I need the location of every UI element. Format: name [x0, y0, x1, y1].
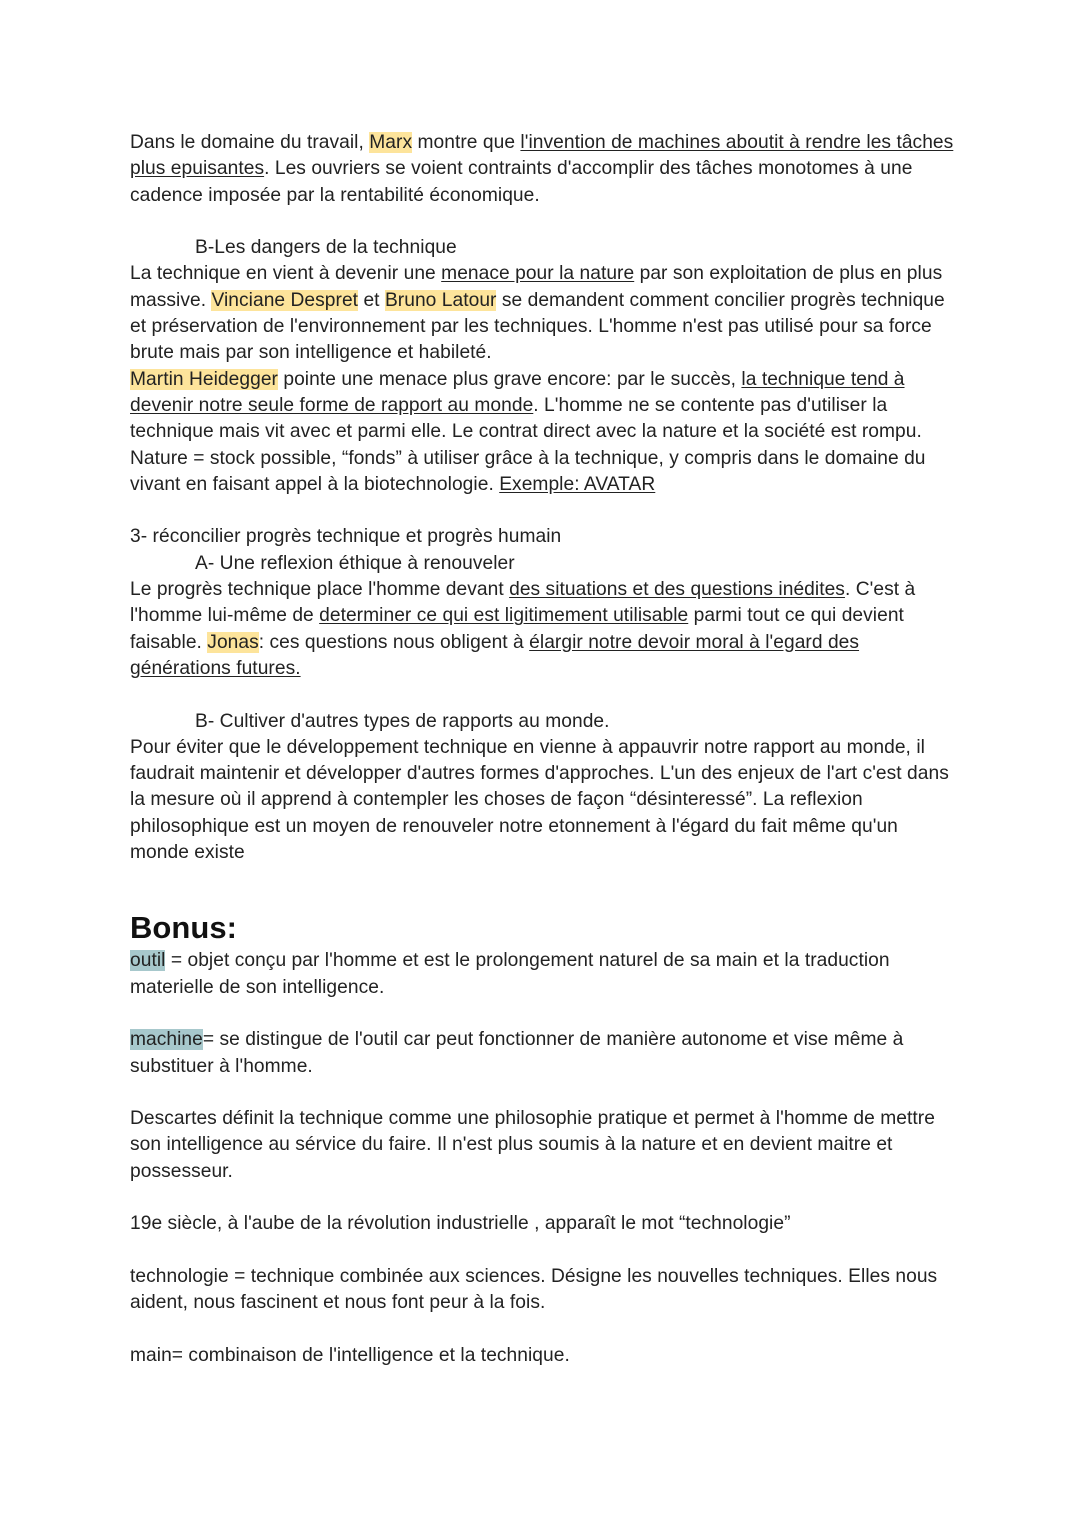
paragraph-descartes: Descartes définit la technique comme une philosophie pratique et permet à l'homme de mettre son intelligence au sérvice du faire. Il n'est plus soumis à la nature et en devient maitre et possesseur.	[130, 1108, 935, 1182]
highlight-marx: Marx	[369, 132, 413, 153]
underline-exemple-avatar: Exemple: AVATAR	[499, 473, 656, 495]
highlight-outil: outil	[130, 950, 166, 972]
heading-reflexion-ethique: A- Une reflexion éthique à renouveler	[195, 552, 515, 574]
highlight-latour: Bruno Latour	[384, 289, 497, 311]
heading-cultiver: B- Cultiver d'autres types de rapports au monde.	[195, 710, 610, 732]
definition-outil: outil = objet conçu par l'homme et est le prolongement naturel de sa main et la traduction materielle de son intelligence.	[130, 950, 890, 998]
paragraph-progres-technique: Le progrès technique place l'homme devant des situations et des questions inédites. C'est à l'homme lui-même de determiner ce qui est ligitimement utilisable parmi tout ce qui devient faisable. Jonas: ces questions nous obligent à élargir notre devoir moral à l'egard des générations futures.	[130, 579, 916, 679]
underline-menace: menace pour la nature	[441, 263, 635, 285]
highlight-jonas: Jonas	[207, 631, 259, 653]
heading-dangers: B-Les dangers de la technique	[195, 237, 457, 259]
definition-machine: machine= se distingue de l'outil car peut fonctionner de manière autonome et vise même à substituer à l'homme.	[130, 1029, 904, 1077]
section-title-reconcilier: 3- réconcilier progrès technique et progrès humain	[130, 526, 562, 548]
bonus-title: Bonus:	[130, 910, 238, 946]
highlight-machine: machine	[130, 1029, 203, 1051]
paragraph-travail: Dans le domaine du travail, Marx montre que l'invention de machines aboutit à rendre les tâches plus epuisantes. Les ouvriers se voient contraints d'accomplir des tâches monotomes à une cadence imposée par la rentabilité économique.	[130, 132, 954, 206]
highlight-heidegger: Martin Heidegger	[130, 368, 278, 390]
paragraph-menace-nature: La technique en vient à devenir une menace pour la nature par son exploitation de plus en plus massive. Vinciane Despret et Bruno Latour se demandent comment concilier progrès technique et préservation de l'environnement par les techniques. L'homme n'est pas utilisé pour sa force brute mais par son intelligence et habileté.	[130, 263, 945, 364]
paragraph-19e-siecle: 19e siècle, à l'aube de la révolution industrielle , apparaît le mot “technologie”	[130, 1213, 791, 1235]
document-body	[130, 130, 960, 1369]
definition-technologie: technologie = technique combinée aux sciences. Désigne les nouvelles techniques. Elles nous aident, nous fascinent et nous font peur à la fois.	[130, 1265, 938, 1314]
underline-devoir-moral: élargir notre devoir moral à l'egard des générations futures.	[130, 631, 860, 679]
paragraph-heidegger: Martin Heidegger pointe une menace plus grave encore: par le succès, la technique tend à devenir notre seule forme de rapport au monde. L'homme ne se contente pas d'utiliser la technique mais vit avec et parmi elle. Le contrat direct avec la nature et la société est rompu. Nature = stock possible, “fonds” à utiliser grâce à la technique, y compris dans le domaine du vivant en faisant appel à la biotechnologie. Exemple: AVATAR	[130, 368, 926, 495]
highlight-despret: Vinciane Despret	[211, 289, 359, 311]
underline-determiner: determiner ce qui est ligitimement utilisable	[319, 605, 689, 627]
underline-machines: l'invention de machines aboutit à rendre les tâches plus epuisantes	[130, 132, 954, 180]
underline-situations: des situations et des questions inédites	[509, 579, 845, 601]
definition-main: main= combinaison de l'intelligence et la technique.	[130, 1344, 570, 1366]
paragraph-cultiver: Pour éviter que le développement technique en vienne à appauvrir notre rapport au monde, il faudrait maintenir et développer d'autres formes d'approches. L'un des enjeux de l'art c'est dans la mesure où il apprend à contempler les choses de façon “désinteressé”. La reflexion philosophique est un moyen de renouveler notre etonnement à l'égard du fait même qu'un monde existe	[130, 736, 949, 864]
underline-rapport-monde: la technique tend à devenir notre seule forme de rapport au monde	[130, 368, 905, 416]
